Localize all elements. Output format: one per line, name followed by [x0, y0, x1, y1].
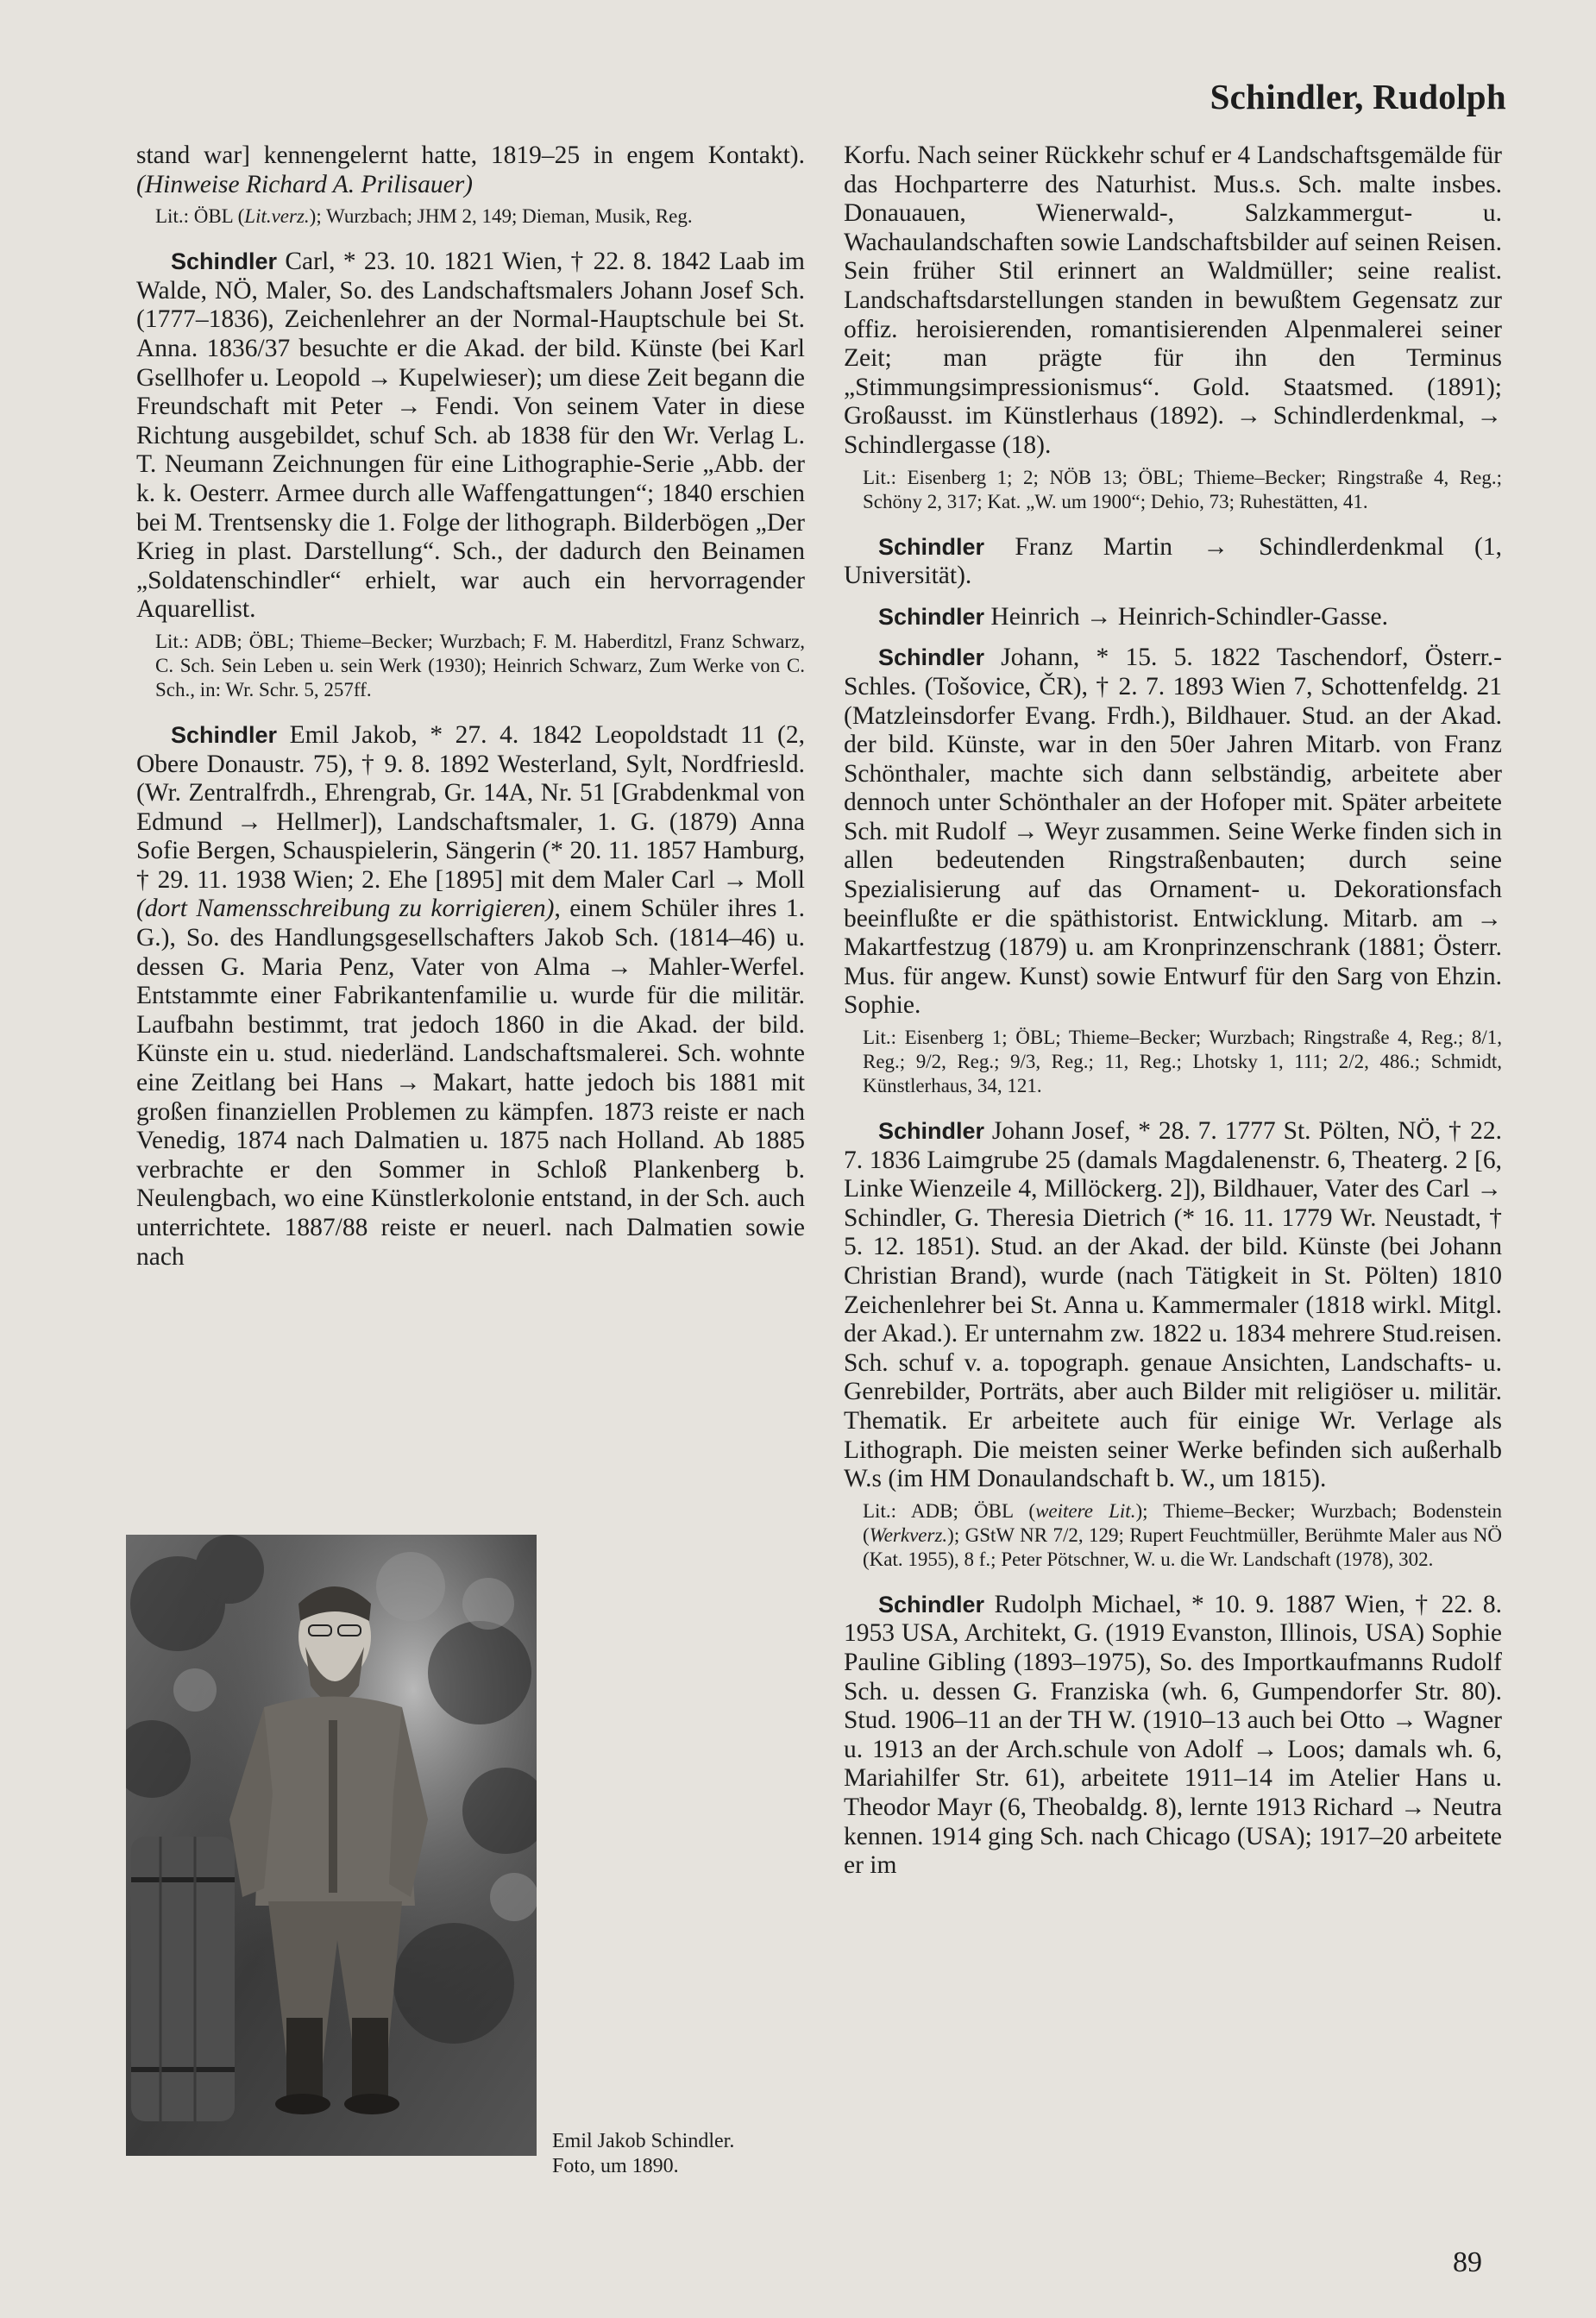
entry-keyword: Schindler — [878, 644, 985, 671]
lit-text: Lit.: ÖBL ( — [155, 205, 245, 228]
lit-text: ); GStW NR 7/2, 129; Rupert Feuchtmüller, Berühmte Maler aus NÖ (Kat. 1955), 8 f.; Peter Pötschner, W. u. die Wr. Landschaft (1978), 302. — [863, 1523, 1502, 1570]
entry-johann — [844, 644, 1502, 1021]
lit-italic: Lit.verz. — [244, 205, 310, 228]
lit-text: Lit.: ADB; ÖBL ( — [863, 1499, 1036, 1522]
lit-italic: weitere Lit. — [1035, 1499, 1136, 1522]
entry-keyword: Schindler — [878, 603, 985, 630]
entry-heinrich — [844, 603, 1502, 632]
entry-text: Emil Jakob, * 27. 4. 1842 Leopoldstadt 11 (2, Obere Donaustr. 75), † 9. 8. 1892 Westerland, Sylt, Nordfriesld. (Wr. Zentralfrdh., Ehrengrab, Gr. 14A, Nr. 51 [Grabdenkmal von Edmund → Hellmer]), Landschaftsmaler, 1. G. (1879) Anna Sofie Bergen, Schauspielerin, Sängerin (* 20. 11. 1857 Hamburg, † 29. 11. 1938 Wien; 2. Ehe [1895] mit dem Maler Carl → Moll — [136, 720, 805, 894]
entry-text: Carl, * 23. 10. 1821 Wien, † 22. 8. 1842 Laab im Walde, NÖ, Maler, So. des Landschaftsmalers Johann Josef Sch. (1777–1836), Zeichenlehrer an der Normal-Hauptschule bei St. Anna. 1836/37 besuchte er die Akad. der bild. Künste (bei Karl Gsellhofer u. Leopold → Kupelwieser); um diese Zeit begann die Freundschaft mit Peter → Fendi. Von seinem Vater in diese Richtung ausgebildet, schuf Sch. ab 1838 für den Wr. Verlag L. T. Neumann Zeichnungen für eine Lithographie-Serie „Abb. der k. k. Oesterr. Armee durch alle Waffengattungen“; 1840 erschien bei M. Trentsensky die 1. Folge der lithograph. Bilderbögen „Der Krieg in plast. Darstellung“. Sch., der dadurch den Beinamen „Soldatenschindler“ erhielt, war auch ein hervorragender Aquarellist. — [136, 248, 805, 624]
literature-note: Lit.: ADB; ÖBL; Thieme–Becker; Wurzbach; F. M. Haberditzl, Franz Schwarz, C. Sch. Sein Leben u. sein Werk (1930); Heinrich Schwarz, Zum Werke von C. Sch., in: Wr. Schr. 5, 257ff. — [155, 630, 805, 700]
entry-emil-jakob — [136, 721, 805, 1272]
right-column — [844, 141, 1502, 1881]
literature-note: Lit.: Eisenberg 1; 2; NÖB 13; ÖBL; Thieme–Becker; Ringstraße 4, Reg.; Schöny 2, 317; Kat. „W. um 1900“; Dehio, 73; Ruhestätten, 41. — [863, 466, 1502, 512]
entry-text: Johann Josef, * 28. 7. 1777 St. Pölten, NÖ, † 22. 7. 1836 Laimgrube 25 (damals Magdalenenstr. 6, Theaterg. 2 [6, Linke Wienzeile 4, Millöckerg. 2]), Bildhauer, Vater des Carl → Schindler, G. Theresia Dietrich (* 16. 11. 1779 Wr. Neustadt, † 5. 12. 1851). Stud. an der Akad. der bild. Künste (bei Johann Christian Brand), wurde (nach Tätigkeit in St. Pölten) 1810 Zeichenlehrer bei St. Anna u. Kammermaler (1818 wirkl. Mitgl. der Akad.). Er unternahm zw. 1822 u. 1834 mehrere Stud.reisen. Sch. schuf v. a. topograph. genaue Ansichten, Landschafts- u. Genrebilder, Porträts, aber auch Bilder mit religiöser u. militär. Thematik. Er arbeitete auch für einige Wr. Verlage als Lithograph. Die meisten seiner Werke befinden sich außerhalb W.s (im HM Donaulandschaft b. W., um 1815). — [844, 1117, 1502, 1493]
entry-keyword: Schindler — [171, 721, 278, 748]
entry-keyword: Schindler — [878, 1591, 985, 1618]
lit-text: ); Wurzbach; JHM 2, 149; Dieman, Musik, Reg. — [309, 205, 693, 228]
entry-keyword: Schindler — [878, 533, 985, 560]
running-head: Schindler, Rudolph — [1210, 77, 1506, 116]
entry-keyword: Schindler — [171, 248, 278, 275]
portrait-image — [126, 1535, 537, 2156]
caption-line: Foto, um 1890. — [552, 2155, 679, 2177]
entry-text: Franz Martin → Schindlerdenkmal (1, Universität). — [844, 532, 1502, 590]
entry-text: stand war] kennengelernt hatte, 1819–25 in engem Kontakt). — [136, 141, 805, 169]
photo-caption — [552, 2129, 776, 2179]
literature-note — [155, 204, 805, 229]
entry-johann-josef — [844, 1117, 1502, 1494]
lit-italic: Werkverz. — [869, 1523, 948, 1546]
portrait-photo — [126, 1535, 537, 2156]
caption-line: Emil Jakob Schindler. — [552, 2130, 735, 2152]
entry-keyword: Schindler — [878, 1118, 985, 1145]
entry-note: (Hinweise Richard A. Prilisauer) — [136, 170, 474, 198]
entry-carl — [136, 248, 805, 625]
entry-text: Rudolph Michael, * 10. 9. 1887 Wien, † 22. 8. 1953 USA, Architekt, G. (1919 Evanston, Illinois, USA) Sophie Pauline Gibling (1893–1975), So. des Importkaufmanns Rudolf Sch. u. dessen G. Franziska (wh. 6, Gumpendorfer Str. 80). Stud. 1906–11 an der TH W. (1910–13 auch bei Otto → Wagner u. 1913 an der Arch.schule von Adolf → Loos; damals wh. 6, Mariahilfer Str. 61), arbeitete 1911–14 im Atelier Hans u. Theodor Mayr (6, Theobaldg. 8), lernte 1913 Richard → Neutra kennen. 1914 ging Sch. nach Chicago (USA); 1917–20 arbeitete er im — [844, 1590, 1502, 1880]
entry-continuation: Korfu. Nach seiner Rückkehr schuf er 4 Landschaftsgemälde für das Hochparterre des Naturhist. Mus.s. Sch. malte insbes. Donauauen, Wienerwald-, Salzkammergut- u. Wachaulandschaften sowie Landschaftsbilder auf seinen Reisen. Sein früher Stil erinnert an Waldmüller; seine realist. Landschaftsdarstellungen standen in bewußtem Gegensatz zur offiz. heroisierenden, romantisierenden Alpenmalerei seiner Zeit; man prägte für ihn den Terminus „Stimmungsimpressionismus“. Gold. Staatsmed. (1891); Großausst. im Künstlerhaus (1892). → Schindlerdenkmal, → Schindlergasse (18). — [844, 141, 1502, 459]
entry-text: , einem Schüler ihres 1. G.), So. des Handlungsgesellschafters Jakob Sch. (1814–46) u. dessen G. Maria Penz, Vater von Alma → Mahler-Werfel. Entstammte einer Fabrikantenfamilie u. wurde für die militär. Laufbahn bestimmt, trat jedoch 1860 in die Akad. der bild. Künste ein u. stud. niederländ. Landschaftsmalerei. Sch. wohnte eine Zeitlang bei Hans → Makart, hatte jedoch bis 1881 mit großen finanziellen Problemen zu kämpfen. 1873 reiste er nach Venedig, 1874 nach Dalmatien u. 1875 nach Holland. Ab 1885 verbrachte er den Sommer in Schloß Plankenberg b. Neulengbach, wo eine Künstlerkolonie entstand, in der Sch. auch unterrichtete. 1887/88 reiste er neuerl. nach Dalmatien sowie nach — [136, 895, 805, 1271]
page-number: 89 — [1453, 2246, 1482, 2278]
literature-note — [863, 1499, 1502, 1572]
entry-franz-martin — [844, 533, 1502, 591]
literature-note: Lit.: Eisenberg 1; ÖBL; Thieme–Becker; Wurzbach; Ringstraße 4, Reg.; 8/1, Reg.; 9/2, Reg.; 9/3, Reg.; 11, Reg.; Lhotsky 1, 111; 2/2, 486.; Schmidt, Künstlerhaus, 34, 121. — [863, 1027, 1502, 1097]
entry-text: Johann, * 15. 5. 1822 Taschendorf, Österr.-Schles. (Tošovice, ČR), † 2. 7. 1893 Wien 7, Schottenfeldg. 21 (Matzleinsdorfer Evang. Frdh.), Bildhauer. Stud. an der Akad. der bild. Künste, war in den 50er Jahren Mitarb. von Franz Schönthaler, machte sich dann selbständig, arbeitete aber dennoch unter Schönthaler an der Hofoper mit. Später arbeitete Sch. mit Rudolf → Weyr zusammen. Seine Werke finden sich in allen bedeutenden Ringstraßenbauten; durch seine Spezialisierung auf das Ornament- u. Dekorationsfach beeinflußte er die späthistorist. Entwicklung. Mitarb. am → Makartfestzug (1879) u. am Kronprinzenschrank (1881; Österr. Mus. für angew. Kunst) sowie Entwurf für den Sarg von Ehzin. Sophie. — [844, 644, 1502, 1020]
entry-continuation — [136, 141, 805, 199]
entry-rudolph-michael — [844, 1591, 1502, 1881]
entry-text: Heinrich → Heinrich-Schindler-Gasse. — [984, 602, 1389, 631]
left-column — [136, 141, 805, 1272]
lit-text: ); Thieme–Becker; Wurzbach; Bodenstein ( — [863, 1499, 1502, 1546]
entry-italic: (dort Namensschreibung zu korrigieren) — [136, 895, 555, 923]
